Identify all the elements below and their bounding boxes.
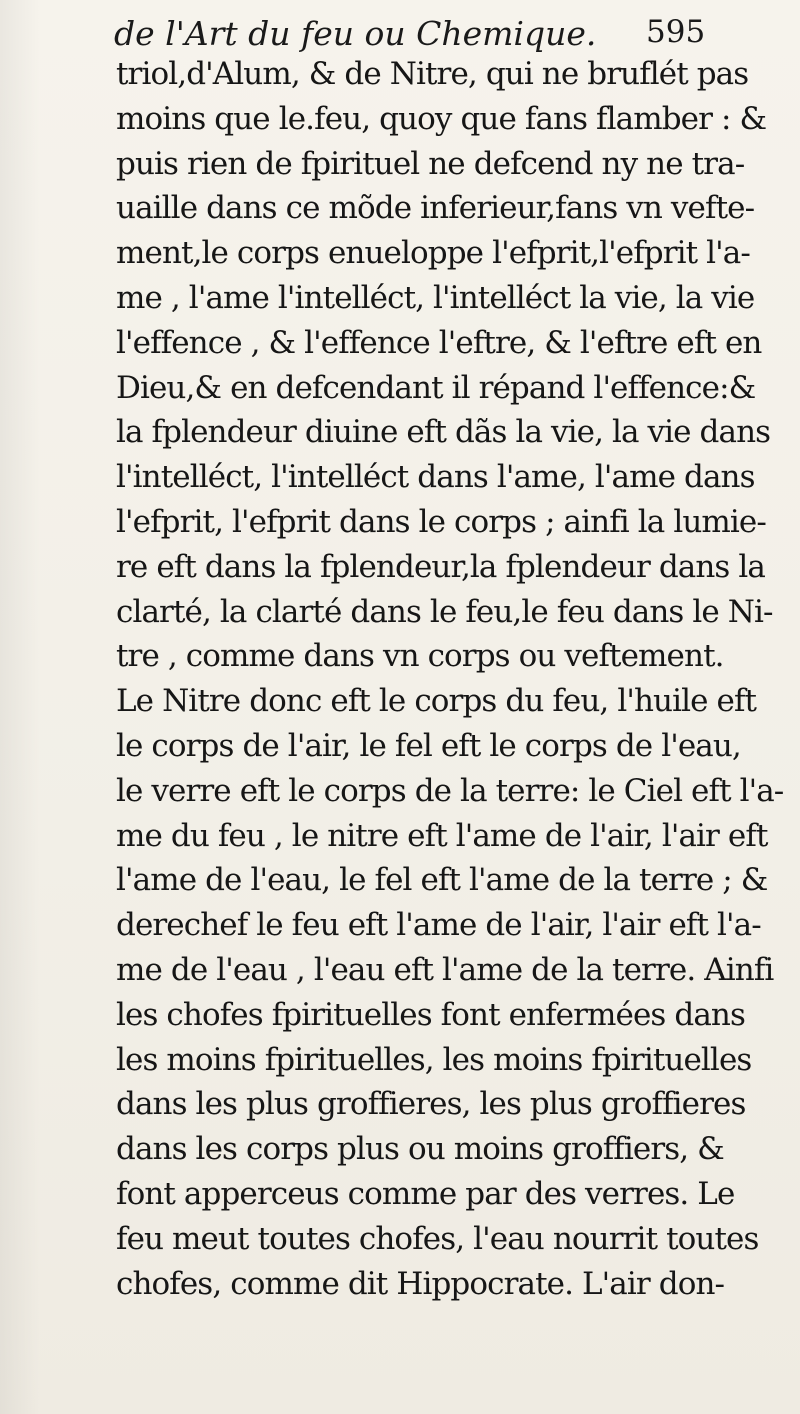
text-line: me de l'eau , l'eau eft l'ame de la terre. Ainfi [116, 951, 774, 988]
text-line: puis rien de fpirituel ne defcend ny ne tra- [116, 145, 745, 182]
text-line: clarté, la clarté dans le feu,le feu dans le Ni- [116, 593, 773, 630]
page-number: 595 [646, 14, 706, 50]
text-line: re eft dans la fplendeur,la fplendeur dans la [116, 548, 765, 585]
text-line: chofes, comme dit Hippocrate. L'air don- [116, 1265, 725, 1302]
running-title: de l'Art du feu ou Chemique. [114, 14, 597, 53]
text-line: uaille dans ce mõde inferieur,fans vn vefte- [116, 190, 755, 227]
text-line: l'efprit, l'efprit dans le corps ; ainfi la lumie- [116, 503, 766, 540]
text-line: feu meut toutes chofes, l'eau nourrit toutes [116, 1220, 759, 1257]
text-line: me du feu , le nitre eft l'ame de l'air, l'air eft [116, 817, 768, 854]
text-line: derechef le feu eft l'ame de l'air, l'air eft l'a- [116, 907, 761, 944]
text-line: la fplendeur diuine eft dãs la vie, la vie dans [116, 414, 771, 451]
text-line: les moins fpirituelles, les moins fpirituelles [116, 1041, 752, 1078]
text-line: l'ame de l'eau, le fel eft l'ame de la terre ; & [116, 862, 768, 899]
body-text [116, 52, 788, 1306]
text-line: Le Nitre donc eft le corps du feu, l'huile eft [116, 683, 757, 720]
text-line: tre , comme dans vn corps ou veftement. [116, 638, 724, 675]
text-line: l'effence , & l'effence l'eftre, & l'eftre eft en [116, 324, 762, 361]
text-line: ment,le corps enueloppe l'efprit,l'efprit l'a- [116, 235, 750, 272]
text-line: font apperceus comme par des verres. Le [116, 1175, 735, 1212]
text-line: moins que le.feu, quoy que fans flamber : & [116, 100, 767, 137]
text-line: dans les plus groffieres, les plus groffieres [116, 1086, 746, 1123]
text-line: me , l'ame l'intelléct, l'intelléct la vie, la vie [116, 279, 755, 316]
text-line: le verre eft le corps de la terre: le Ciel eft l'a- [116, 772, 784, 809]
text-line: Dieu,& en defcendant il répand l'effence:& [116, 369, 756, 406]
text-line: les chofes fpirituelles font enfermées dans [116, 996, 745, 1033]
text-line: dans les corps plus ou moins groffiers, & [116, 1131, 724, 1168]
text-line: l'intelléct, l'intelléct dans l'ame, l'ame dans [116, 459, 755, 496]
running-head [96, 8, 776, 54]
text-line: le corps de l'air, le fel eft le corps de l'eau, [116, 727, 741, 764]
text-line: triol,d'Alum, & de Nitre, qui ne bruflét pas [116, 56, 749, 92]
